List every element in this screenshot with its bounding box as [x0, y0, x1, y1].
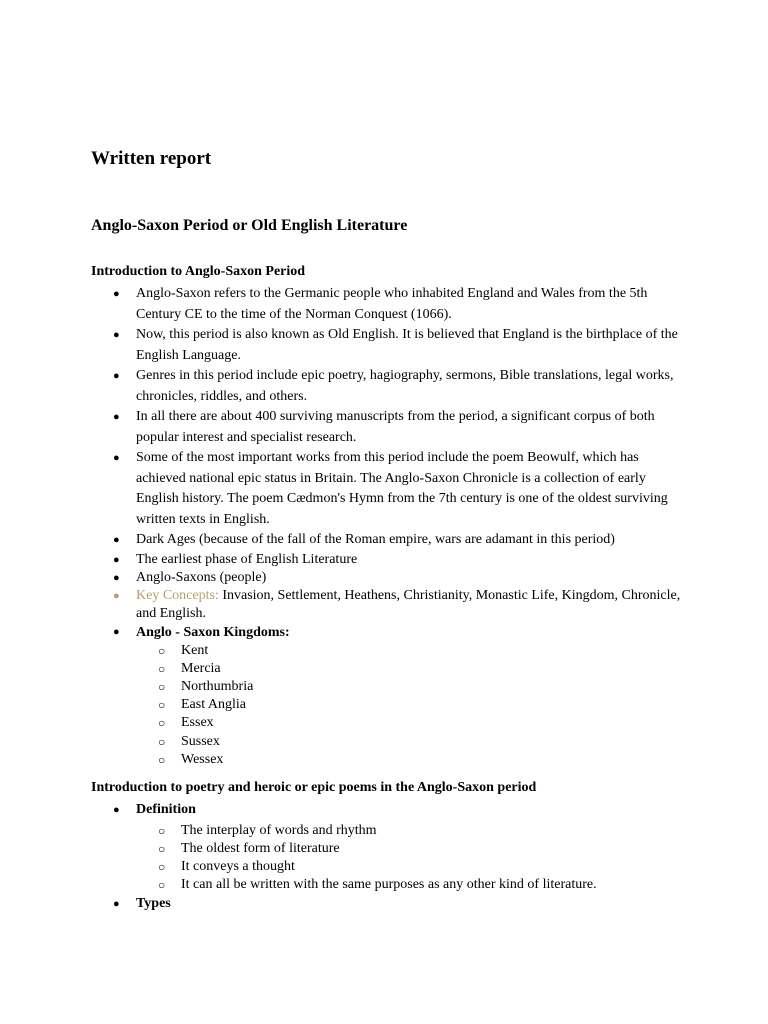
list-item	[136, 678, 691, 696]
definition-item: It can all be written with the same purposes as any other kind of literature.	[181, 877, 597, 893]
kingdom-name: Mercia	[181, 660, 221, 676]
circle-bullet-icon: ○	[158, 752, 166, 767]
bullet-icon: ●	[113, 288, 120, 300]
list-item-text: Dark Ages (because of the fall of the Roman empire, wars are adamant in this period)	[136, 532, 615, 547]
circle-bullet-icon: ○	[158, 679, 166, 694]
section2-list	[91, 800, 691, 915]
list-item	[136, 733, 691, 751]
definition-list	[136, 822, 691, 895]
circle-bullet-icon: ○	[158, 734, 166, 749]
types-label: Types	[136, 896, 171, 912]
list-item	[91, 407, 691, 448]
definition-item: It conveys a thought	[181, 858, 295, 874]
section1-heading: Introduction to Anglo-Saxon Period	[91, 264, 306, 279]
bullet-icon: ●	[113, 370, 120, 382]
key-concepts-label: Key Concepts:	[136, 587, 219, 603]
circle-bullet-icon: ○	[158, 661, 166, 676]
list-item	[136, 751, 691, 769]
list-item	[91, 325, 691, 366]
list-item-text: Anglo-Saxons (people)	[136, 569, 267, 585]
list-item-text: Some of the most important works from this period include the poem Beowulf, which has achieved national epic status in Britain. The Anglo-Saxon Chronicle is a collection of early English history. The poem Cædmon's Hymn from the 7th century is one of the oldest surviving written texts in English.	[136, 450, 668, 527]
list-item-types	[91, 894, 691, 915]
kingdom-name: East Anglia	[181, 697, 246, 713]
list-item	[91, 569, 691, 587]
bullet-icon: ●	[113, 452, 120, 464]
list-item-text: The earliest phase of English Literature	[136, 551, 358, 567]
list-item-text: Genres in this period include epic poetry, hagiography, sermons, Bible translations, legal works, chronicles, riddles, and others.	[136, 368, 674, 404]
bullet-icon: ●	[113, 329, 120, 341]
list-item	[136, 858, 691, 876]
kingdom-name: Northumbria	[181, 678, 254, 694]
list-item	[91, 551, 691, 569]
list-item	[91, 366, 691, 407]
kingdom-name: Sussex	[181, 733, 220, 749]
bullet-icon: ●	[113, 553, 120, 566]
list-item-key-concepts	[91, 587, 691, 623]
list-item	[136, 714, 691, 732]
document-subtitle: Anglo-Saxon Period or Old English Literature	[91, 217, 408, 234]
section2-heading: Introduction to poetry and heroic or epic poems in the Anglo-Saxon period	[91, 780, 537, 795]
circle-bullet-icon: ○	[158, 841, 166, 856]
list-item-text: Anglo-Saxon refers to the Germanic people who inhabited England and Wales from the 5th Century CE to the time of the Norman Conquest (1066).	[136, 286, 648, 322]
list-item-text: In all there are about 400 surviving manuscripts from the period, a significant corpus of both popular interest and specialist research.	[136, 409, 655, 445]
circle-bullet-icon: ○	[158, 643, 166, 658]
list-item	[136, 660, 691, 678]
list-item	[91, 448, 691, 530]
list-item-text: Now, this period is also known as Old English. It is believed that England is the birthplace of the English Language.	[136, 327, 678, 363]
list-item	[136, 642, 691, 660]
list-item	[91, 284, 691, 325]
bullet-icon: ●	[113, 571, 120, 584]
bullet-icon: ●	[113, 534, 120, 546]
list-item-definition	[91, 800, 691, 894]
bullet-icon: ●	[113, 411, 120, 423]
section1-list	[91, 284, 691, 769]
list-item-kingdoms	[91, 623, 691, 769]
bullet-icon: ●	[113, 625, 120, 638]
kingdoms-list	[136, 642, 691, 769]
definition-label: Definition	[136, 802, 196, 817]
document-title: Written report	[91, 148, 212, 169]
list-item	[91, 530, 691, 551]
circle-bullet-icon: ○	[158, 878, 166, 893]
circle-bullet-icon: ○	[158, 823, 166, 838]
circle-bullet-icon: ○	[158, 716, 166, 731]
kingdom-name: Wessex	[181, 751, 224, 767]
list-item	[136, 696, 691, 714]
kingdom-name: Kent	[181, 642, 209, 658]
bullet-icon: ●	[113, 589, 120, 602]
circle-bullet-icon: ○	[158, 698, 166, 713]
bullet-icon: ●	[113, 804, 120, 816]
list-item	[136, 822, 691, 840]
list-item	[136, 840, 691, 858]
list-item	[136, 876, 691, 894]
definition-item: The interplay of words and rhythm	[181, 822, 377, 838]
key-concepts-text: Invasion, Settlement, Heathens, Christianity, Monastic Life, Kingdom, Chronicle, and English.	[136, 587, 681, 621]
bullet-icon: ●	[113, 898, 120, 911]
definition-item: The oldest form of literature	[181, 840, 340, 856]
kingdom-name: Essex	[181, 715, 214, 731]
circle-bullet-icon: ○	[158, 859, 166, 874]
kingdoms-label: Anglo - Saxon Kingdoms:	[136, 624, 290, 640]
